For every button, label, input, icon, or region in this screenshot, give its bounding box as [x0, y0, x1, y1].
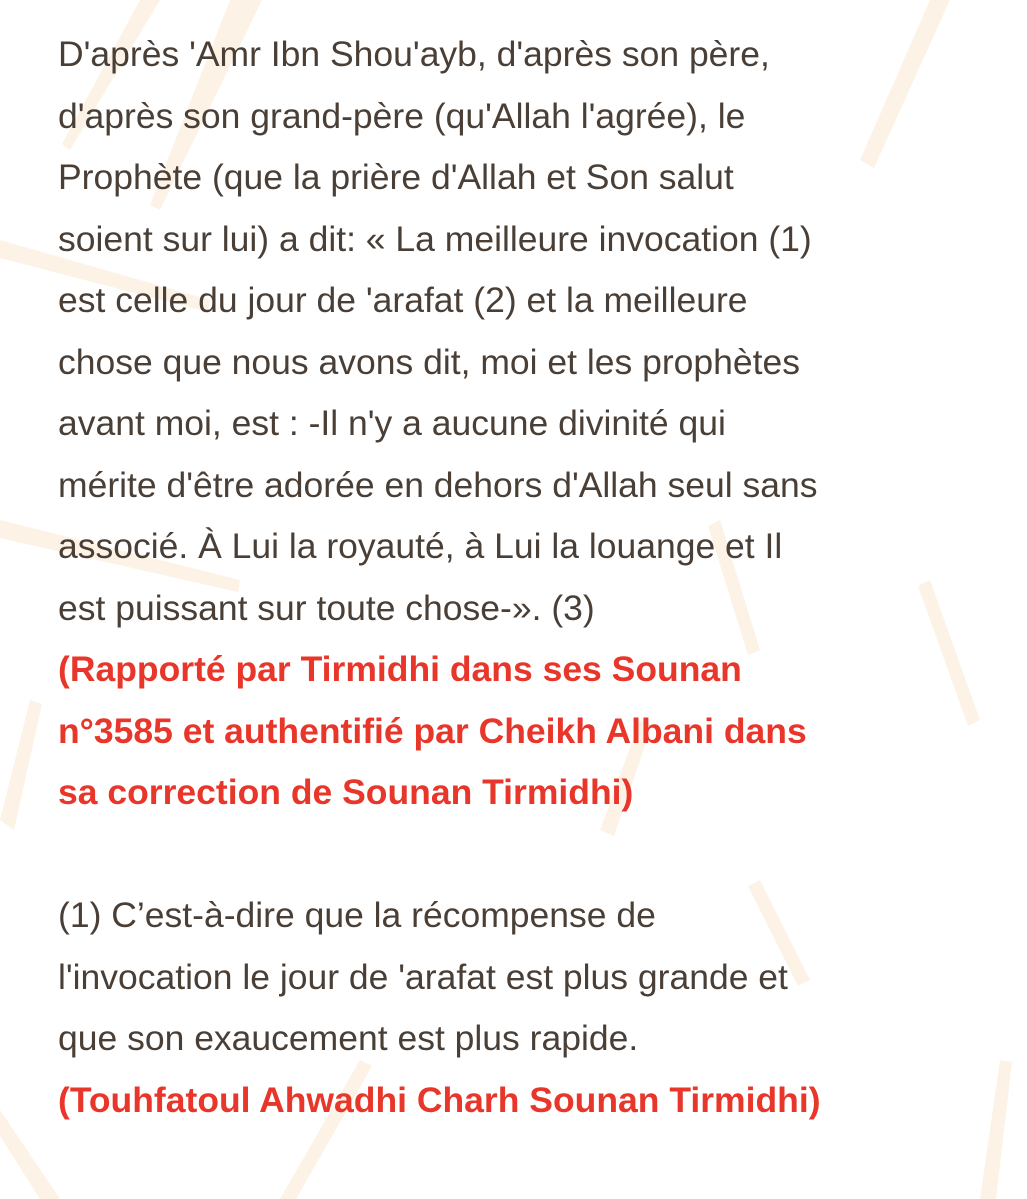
reference-line: (Rapporté par Tirmidhi dans ses Sounan — [58, 649, 742, 689]
footnote-line: l'invocation le jour de 'arafat est plus grande et — [58, 956, 788, 997]
hadith-line: est puissant sur toute chose-». (3) — [58, 587, 595, 628]
hadith-line: D'après 'Amr Ibn Shou'ayb, d'après son père, — [58, 34, 770, 74]
reference-line: sa correction de Sounan Tirmidhi) — [58, 772, 634, 812]
footnote-1 — [58, 885, 1008, 1070]
hadith-line: Prophète (que la prière d'Allah et Son salut — [58, 157, 734, 197]
hadith-line: chose que nous avons dit, moi et les prophètes — [58, 341, 801, 382]
hadith-line: associé. À Lui la royauté, à Lui la louange et Il — [58, 526, 783, 566]
footnote-reference-line: (Touhfatoul Ahwadhi Charh Sounan Tirmidhi) — [58, 1079, 821, 1120]
hadith-line: soient sur lui) a dit: « La meilleure invocation (1) — [58, 218, 812, 259]
paragraph-gap — [58, 824, 1008, 886]
footnote-line: que son exaucement est plus rapide. — [58, 1018, 639, 1058]
hadith-text — [58, 24, 1008, 639]
document — [58, 24, 1008, 1131]
footnote-1-reference — [58, 1070, 1008, 1132]
hadith-reference — [58, 639, 1008, 824]
hadith-line: est celle du jour de 'arafat (2) et la meilleure — [58, 280, 748, 320]
hadith-line: avant moi, est : -Il n'y a aucune divinité qui — [58, 403, 726, 443]
footnote-line: (1) C’est-à-dire que la récompense de — [58, 895, 656, 935]
hadith-line: d'après son grand-père (qu'Allah l'agrée), le — [58, 95, 746, 136]
reference-line: n°3585 et authentifié par Cheikh Albani dans — [58, 710, 807, 751]
hadith-line: mérite d'être adorée en dehors d'Allah seul sans — [58, 464, 818, 505]
